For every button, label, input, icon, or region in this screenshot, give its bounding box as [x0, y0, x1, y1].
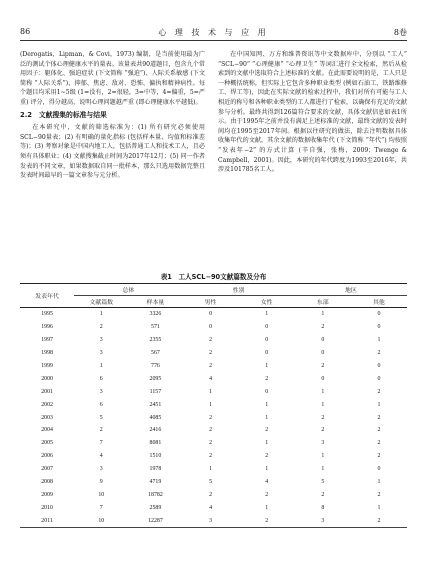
table-cell: 0	[377, 363, 381, 369]
table-cell: 8081	[149, 440, 162, 447]
table-cell: 2451	[149, 401, 162, 408]
body-paragraph: 在本研究中，文献的筛选标准为：(1) 所有研究必须使用SCL−90量表；(2) 有明确的量化指标 (包括样本量、均值和标准差等)；(3) 考察对象是中国内地工人，包括普通工人和技术工人，且必须有具体职业；(4) 文献搜集截止时间为2017年12月；(5) 同一作者发表的不同文章，如果数据取自同一批样本，那么只选用数据完整且发表时间最早的一篇文章参与元分析。	[20, 124, 205, 180]
table-row	[20, 360, 407, 373]
table-cell: 4	[209, 504, 213, 511]
table-cell: 1	[377, 479, 381, 486]
table-row	[20, 476, 407, 489]
table-cell: 2	[209, 453, 213, 460]
column-header: 女性	[239, 296, 295, 308]
table-row	[20, 308, 407, 321]
column-header: 男性	[183, 296, 239, 308]
table-row	[20, 347, 407, 360]
table-cell: 1	[377, 401, 381, 408]
table-cell: 4	[265, 479, 269, 486]
page-header	[20, 26, 407, 41]
table-cell: 0	[209, 311, 213, 318]
table-cell: 1	[321, 401, 325, 408]
table-row	[20, 501, 407, 514]
table-cell: 1	[265, 363, 269, 369]
table-cell: 1	[265, 414, 269, 421]
table-cell: 3	[99, 350, 103, 357]
table-cell: 10	[74, 514, 128, 527]
table-cell: 6	[99, 401, 103, 408]
table-cell: 3	[99, 466, 103, 473]
table-row	[20, 334, 407, 347]
table-cell: 2	[351, 514, 407, 527]
year-cell: 2004	[41, 427, 53, 434]
literature-table	[20, 283, 407, 528]
table-cell: 2	[265, 427, 269, 434]
year-cell: 2005	[41, 440, 53, 447]
table-cell: 12287	[128, 514, 182, 527]
table-cell: 2	[209, 440, 213, 447]
year-cell: 2006	[41, 453, 53, 460]
table-cell: 5	[209, 479, 213, 486]
table-cell: 2	[321, 324, 325, 331]
table-cell: 2095	[149, 375, 162, 382]
table-cell: 3	[295, 514, 351, 527]
table-body	[20, 308, 407, 528]
table-cell: 7	[99, 440, 103, 447]
region-group-header: 地区	[295, 284, 407, 296]
table-cell: 4	[99, 453, 103, 460]
table-row	[20, 488, 407, 501]
table-cell: 10	[98, 491, 105, 498]
column-header: 其他	[351, 296, 407, 308]
year-cell: 2010	[41, 504, 53, 511]
table-cell: 1	[265, 504, 269, 511]
table-cell: 2	[209, 414, 213, 421]
table-cell: 1	[265, 401, 269, 408]
table-cell: 0	[265, 337, 269, 344]
table-cell: 2	[377, 440, 381, 447]
table-cell: 4	[209, 375, 213, 382]
table-cell: 2	[99, 324, 103, 331]
table-cell: 0	[321, 375, 325, 382]
table-row	[20, 411, 407, 424]
year-cell: 1997	[41, 337, 53, 344]
table-cell: 2	[377, 427, 381, 434]
table-cell: 2	[377, 414, 381, 421]
table-cell: 1978	[149, 466, 162, 473]
gender-group-header: 性别	[183, 284, 295, 296]
body-paragraph: 在中国知网、万方和维普资讯等中文数据库中，分别以 “工人” “SCL−90” “心理健康” “心理卫生” 等词汇进行全文检索，然后从检索到的文献中选取符合上述标准的文献。在此需要说明的是，工人只是一种概括统称，但实际上它包含多种职业类型 (例如石油工、铁路维修工、焊工等)，因此在实际文献的检索过程中，我们对所有可能与工人相近的称号和各种职业类型的工人都进行了检索，以确保有充足的文献参与分析。最终共得到126篇符合要求的文献，具体文献信息如表1所示。由于1995年之前并没有满足上述标准的文献，最终文献的发表时间均在1995至2017年间。根据以往研究的做法，除去注明数据具体收集年代的文献，其余文献的数据收集年代 (下文简称 “年代”) 均按照 “发表年−2” 的方式计算 (辛自强，张梅，2009；Twenge & Campbell，2001)。因此，本研究的年代跨度为1993至2016年，共涉及101785名工人。	[218, 51, 407, 174]
year-cell: 1996	[41, 324, 53, 331]
year-column-header: 发表年代	[20, 284, 74, 308]
table-cell: 2	[321, 427, 325, 434]
table-cell: 1	[265, 311, 269, 318]
page-number: 86	[20, 27, 31, 36]
table-cell: 1	[99, 363, 103, 369]
table-cell: 9	[99, 479, 103, 486]
table-cell: 3	[321, 440, 325, 447]
year-cell: 2007	[41, 466, 53, 473]
table-cell: 2	[265, 491, 269, 498]
table-cell: 1157	[149, 388, 162, 395]
table-row	[20, 514, 407, 527]
column-header: 样本量	[128, 296, 182, 308]
table-cell: 567	[151, 350, 160, 357]
right-column	[218, 50, 407, 175]
table-cell: 1	[99, 311, 103, 318]
table-cell: 7	[99, 504, 103, 511]
table-cell: 8	[321, 504, 325, 511]
table-row	[20, 372, 407, 385]
table-cell: 0	[321, 350, 325, 357]
total-group-header: 总体	[74, 284, 182, 296]
table-cell: 5	[99, 414, 103, 421]
table-row	[20, 398, 407, 411]
left-column	[20, 50, 205, 181]
table-cell: 2589	[149, 504, 162, 511]
table-cell: 3	[183, 514, 239, 527]
table-cell: 2	[209, 350, 213, 357]
table-cell: 3	[99, 388, 103, 395]
table-cell: 2355	[149, 337, 162, 344]
table-cell: 2	[265, 453, 269, 460]
table-cell: 0	[265, 324, 269, 331]
table-cell: 776	[151, 363, 160, 369]
year-cell: 1998	[41, 350, 53, 357]
year-cell: 2000	[41, 375, 53, 382]
year-cell: 2009	[41, 491, 53, 498]
table-cell: 2	[377, 491, 381, 498]
table-cell: 2	[209, 363, 213, 369]
table-cell: 2	[377, 453, 381, 460]
table-cell: 0	[209, 324, 213, 331]
table-row	[20, 463, 407, 476]
table-cell: 0	[377, 466, 381, 473]
body-paragraph: (Derogatis，Lipman，& Covi，1973) 编制，是当前使用最为广泛的测试个体心理健康水平的量表。该量表共90道题目，包含九个常用因子：躯体化、强迫症状 (下文简称 “强迫”)、人际关系敏感 (下文简称 “人际关系”)、抑郁、焦虑、敌对、恐怖、偏执和精神病性。每个题目均采用1~5级 (1=没有，2=很轻，3=中等，4=偏重，5=严重) 评分，得分越高，说明心理问题越严重 (即心理健康水平越低)。	[20, 51, 205, 106]
table-cell: 2	[377, 350, 381, 357]
year-cell: 2003	[41, 414, 53, 421]
table-cell: 4085	[149, 414, 162, 421]
column-header: 文献篇数	[74, 296, 128, 308]
table-cell: 5	[321, 479, 325, 486]
table-cell: 1	[321, 453, 325, 460]
table-cell: 2	[265, 375, 269, 382]
table-cell: 2	[209, 427, 213, 434]
table-row	[20, 321, 407, 334]
table-cell: 1	[321, 388, 325, 395]
table-cell: 2	[99, 427, 103, 434]
journal-title: 心 理 技 术 与 应 用	[158, 28, 269, 37]
year-cell: 1995	[41, 311, 53, 318]
table-cell: 1	[265, 440, 269, 447]
column-header: 东部	[295, 296, 351, 308]
year-cell: 2001	[41, 388, 53, 395]
table-cell: 18782	[148, 491, 163, 498]
table-row	[20, 437, 407, 450]
table-cell: 2	[377, 388, 381, 395]
year-cell: 1999	[41, 363, 53, 369]
table-cell: 1	[321, 466, 325, 473]
table-cell: 1	[377, 337, 381, 344]
table-cell: 2	[321, 414, 325, 421]
table-cell: 1	[209, 466, 213, 473]
table-cell: 0	[377, 375, 381, 382]
table-cell: 2	[321, 363, 325, 369]
table-cell: 1510	[149, 453, 162, 460]
table-cell: 2	[321, 491, 325, 498]
table-cell: 4719	[149, 479, 162, 486]
table-cell: 2416	[149, 427, 162, 434]
table-cell: 3	[99, 337, 103, 344]
table-cell: 2	[239, 514, 295, 527]
table-cell: 6	[99, 375, 103, 382]
table-cell: 1	[321, 311, 325, 318]
table-cell: 571	[151, 324, 160, 331]
section-heading: 2.2 文献搜集的标准与结果	[20, 110, 107, 119]
year-cell: 2002	[41, 401, 53, 408]
year-cell: 2008	[41, 479, 53, 486]
volume-label: 8卷	[393, 28, 407, 37]
table-cell: 0	[377, 311, 381, 318]
table-cell: 1	[377, 504, 381, 511]
table-cell: 1	[265, 466, 269, 473]
table-cell: 2	[209, 491, 213, 498]
table-cell: 0	[377, 324, 381, 331]
table-cell: 1	[209, 401, 213, 408]
table-row	[20, 450, 407, 463]
table-cell: 0	[265, 350, 269, 357]
table-cell: 2	[209, 337, 213, 344]
table-cell: 3326	[149, 311, 162, 318]
table-caption: 表1 工人SCL−90文献篇数及分布	[160, 273, 267, 281]
table-row	[20, 424, 407, 437]
table-cell: 0	[265, 388, 269, 395]
table-cell: 1	[209, 388, 213, 395]
year-cell: 2011	[20, 514, 74, 527]
table-cell: 0	[321, 337, 325, 344]
table-row	[20, 385, 407, 398]
